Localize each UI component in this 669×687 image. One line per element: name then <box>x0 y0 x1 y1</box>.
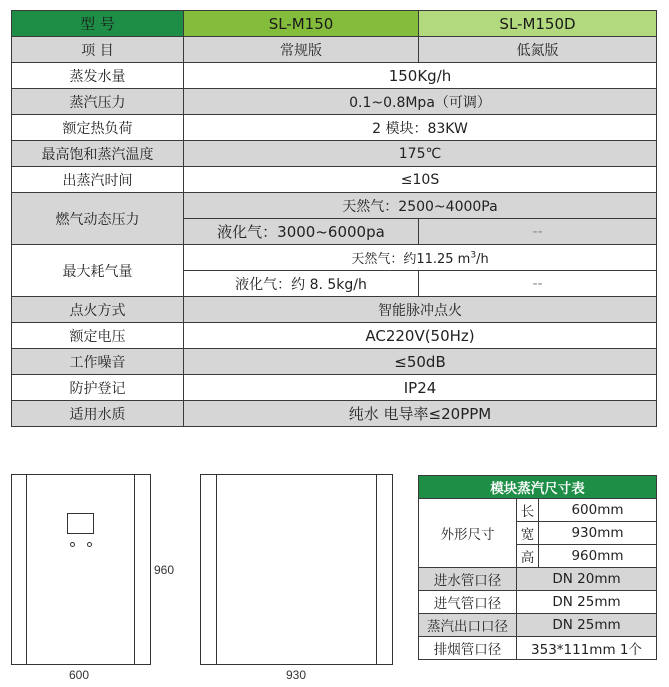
row-label: 蒸汽出口口径 <box>419 614 517 637</box>
table-row <box>12 167 657 193</box>
table-row <box>12 349 657 375</box>
gas-consumption-label: 最大耗气量 <box>12 245 184 297</box>
gas-consumption-lpg-b: -- <box>419 271 657 297</box>
row-value: 175℃ <box>184 141 657 167</box>
row-value: 150Kg/h <box>184 63 657 89</box>
version-a: 常规版 <box>184 37 419 63</box>
axis-value: 600mm <box>539 499 657 522</box>
gas-pressure-natural: 天然气：2500~4000Pa <box>184 193 657 219</box>
axis-label: 高 <box>517 545 539 568</box>
dimension-row <box>419 568 657 591</box>
dimension-row <box>419 499 657 522</box>
row-value: ≤50dB <box>184 349 657 375</box>
row-label: 进水管口径 <box>419 568 517 591</box>
axis-label: 宽 <box>517 522 539 545</box>
front-view-drawing <box>11 474 151 665</box>
axis-value: 930mm <box>539 522 657 545</box>
control-screen-icon <box>67 513 94 534</box>
version-b: 低氮版 <box>419 37 657 63</box>
row-label: 蒸发水量 <box>12 63 184 89</box>
table-row <box>12 141 657 167</box>
axis-label: 长 <box>517 499 539 522</box>
row-value: ≤10S <box>184 167 657 193</box>
table-row <box>12 115 657 141</box>
side-view-drawing <box>200 474 393 665</box>
row-value: 纯水 电导率≤20PPM <box>184 401 657 427</box>
table-row <box>12 323 657 349</box>
row-value: DN 25mm <box>517 591 657 614</box>
dimension-table-title: 模块蒸汽尺寸表 <box>419 476 657 499</box>
gas-consumption-natural: 天然气：约11.25 $m^3/h$ <box>184 245 657 271</box>
table-row <box>12 297 657 323</box>
dimension-row <box>419 614 657 637</box>
axis-value: 960mm <box>539 545 657 568</box>
row-label: 工作噪音 <box>12 349 184 375</box>
depth-label: 930 <box>286 668 307 682</box>
side-left-panel-line <box>216 474 217 665</box>
gas-consumption-row <box>12 245 657 271</box>
row-label: 防护登记 <box>12 375 184 401</box>
front-left-panel-line <box>26 474 27 665</box>
outer-size-label: 外形尺寸 <box>419 499 517 568</box>
model-a: SL-M150 <box>184 11 419 37</box>
header-row <box>12 11 657 37</box>
gas-consumption-lpg-a: 液化气：约 8. 5kg/h <box>184 271 419 297</box>
row-label: 进气管口径 <box>419 591 517 614</box>
dimension-row <box>419 637 657 660</box>
table-row <box>12 375 657 401</box>
row-value: DN 20mm <box>517 568 657 591</box>
row-value: 智能脉冲点火 <box>184 297 657 323</box>
knob-icon <box>70 542 75 547</box>
row-label: 最高饱和蒸汽温度 <box>12 141 184 167</box>
table-row <box>12 401 657 427</box>
knob-icon <box>87 542 92 547</box>
row-value: 2 模块：83KW <box>184 115 657 141</box>
model-b: SL-M150D <box>419 11 657 37</box>
gas-pressure-label: 燃气动态压力 <box>12 193 184 245</box>
row-label: 点火方式 <box>12 297 184 323</box>
subheader-row <box>12 37 657 63</box>
gas-pressure-lpg-a: 液化气：3000~6000pa <box>184 219 419 245</box>
row-value: IP24 <box>184 375 657 401</box>
model-header-label: 型 号 <box>12 11 184 37</box>
row-label: 额定热负荷 <box>12 115 184 141</box>
dimension-row <box>419 591 657 614</box>
spec-table <box>11 10 657 427</box>
row-label: 出蒸汽时间 <box>12 167 184 193</box>
width-label: 600 <box>69 668 90 682</box>
table-row <box>12 63 657 89</box>
gas-pressure-lpg-b: -- <box>419 219 657 245</box>
row-value: AC220V(50Hz) <box>184 323 657 349</box>
side-right-panel-line <box>376 474 377 665</box>
row-value: DN 25mm <box>517 614 657 637</box>
dimension-table <box>418 475 657 660</box>
row-label: 适用水质 <box>12 401 184 427</box>
front-right-panel-line <box>134 474 135 665</box>
row-label: 蒸汽压力 <box>12 89 184 115</box>
row-value: 353*111mm 1个 <box>517 637 657 660</box>
gas-pressure-row <box>12 193 657 219</box>
row-value: 0.1~0.8Mpa（可调） <box>184 89 657 115</box>
row-label: 额定电压 <box>12 323 184 349</box>
height-label: 960 <box>154 563 175 577</box>
item-header-label: 项 目 <box>12 37 184 63</box>
table-row <box>12 89 657 115</box>
row-label: 排烟管口径 <box>419 637 517 660</box>
